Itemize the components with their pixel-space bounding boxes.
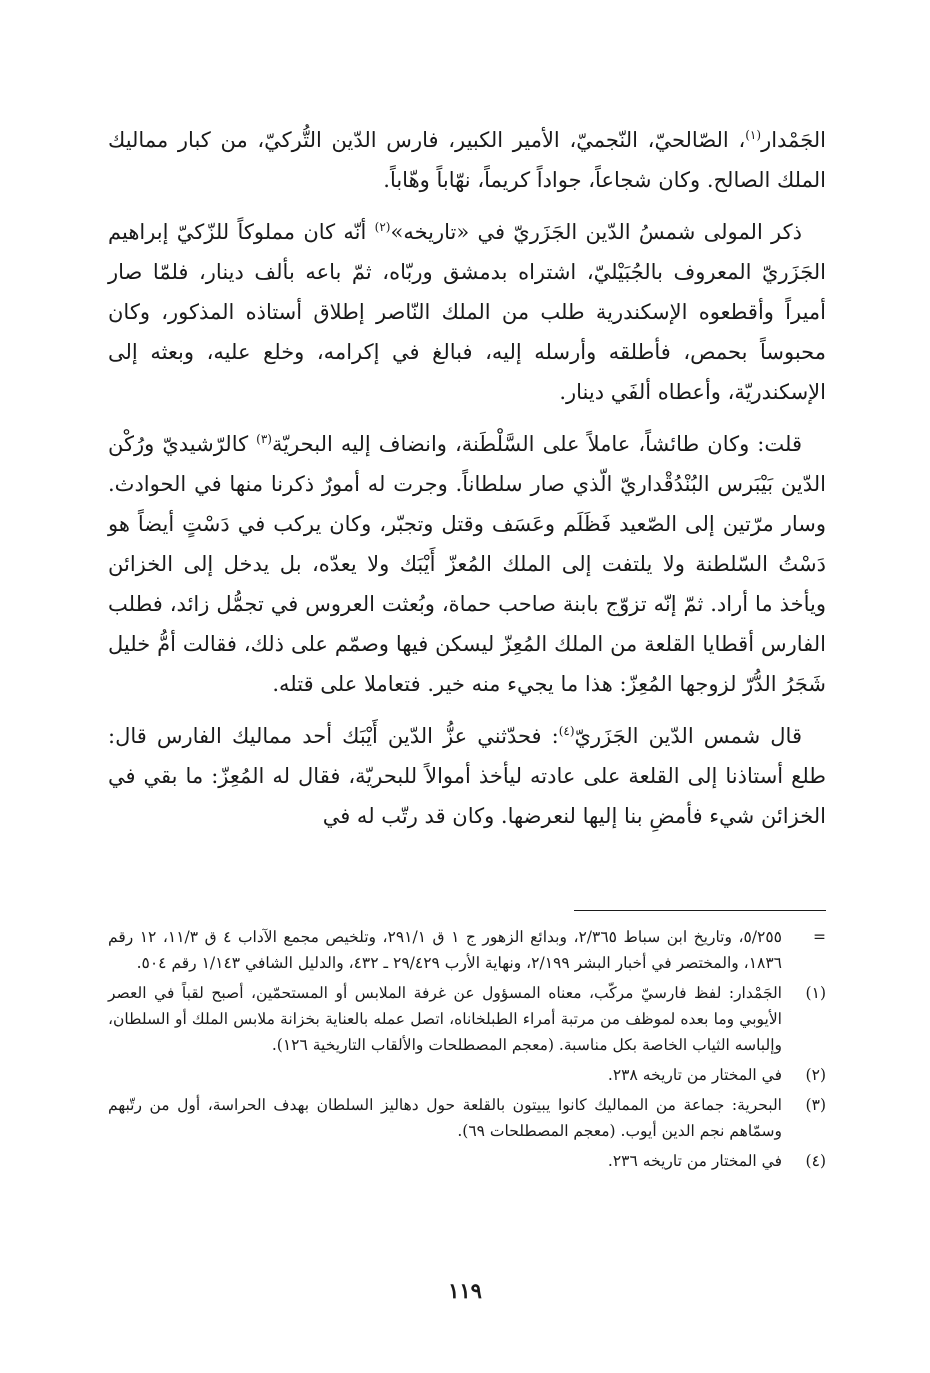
- paragraph-3-text-a: قلت: وكان طائشاً، عاملاً على السَّلْطَنة، وانضاف إليه البحريّة: [271, 432, 802, 456]
- paragraph-1-text-a: الجَمْدار: [761, 128, 826, 152]
- page-number: ١١٩: [448, 1278, 482, 1303]
- footnote-separator: [574, 910, 826, 911]
- paragraph-2: [108, 212, 826, 412]
- footnote-4: [108, 1148, 826, 1174]
- footnote-text: الجَمْدار: لفظ فارسيّ مركّب، معناه المسؤول عن غرفة الملابس أو المستحمّين، أصبح لقباً في العصر الأيوبي وما بعده لموظف من مرتبة أمراء الطبلخاناه، اتصل عمله بالعناية بخزانة ملابس الملك أو السلطان، وإلباسه الثياب الخاصة بكل مناسبة. (معجم المصطلحات والألقاب التاريخية ١٢٦).: [108, 984, 782, 1054]
- main-text: [108, 120, 826, 848]
- footnote-number: (٢): [805, 1066, 826, 1084]
- footnote-number: =: [813, 928, 826, 946]
- footnote-text: في المختار من تاريخه ٢٣٨.: [607, 1066, 782, 1084]
- footnote-number: (١): [805, 984, 826, 1002]
- footnote-1: [108, 980, 826, 1058]
- paragraph-3-text-b: كالرّشيديّ ورُكْن الدّين بَيْبَرس البُنْدُقْداريّ الّذي صار سلطاناً. وجرت له أمورٌ ذكرنا منها في الحوادث. وسار مرّتين إلى الصّعيد فَظَلَم وعَسَف وقتل وتجبّر، وكان يركب في دَسْتٍ أيضاً هو دَسْتُ السّلطنة ولا يلتفت إلى الملك المُعزّ أَيْبَك ولا يعدّه، بل يدخل إلى الخزائن ويأخذ ما أراد. ثمّ إنّه تزوّج بابنة صاحب حماة، وبُعثت العروس في تجمُّل زائد، فطلب الفارس أقطايا القلعة من الملك المُعِزّ ليسكن فيها وصمّم على ذلك، فقالت أمُّ خليل شَجَرُ الدُّرّ لزوجها المُعِزّ: هذا ما يجيء منه خير. فتعاملا على قتله.: [108, 432, 826, 696]
- paragraph-2-text-a: ذكر المولى شمسُ الدّين الجَزَريّ في «تاريخه»: [390, 220, 802, 244]
- footnote-ref-4: (٤): [558, 724, 575, 738]
- paragraph-3: [108, 424, 826, 704]
- paragraph-4-text-a: قال شمس الدّين الجَزَريّ: [574, 724, 802, 748]
- footnote-text: ٥/٢٥٥، وتاريخ ابن سباط ٢/٣٦٥، وبدائع الزهور ج ١ ق ٢٩١/١، وتلخيص مجمع الآداب ٤ ق ١١/٣، ١٢ رقم ١٨٣٦، والمختصر في أخبار البشر ٢/١٩٩، ونهاية الأرب ٢٩/٤٢٩ ـ ٤٣٢، والدليل الشافي ١/١٤٣ رقم ٥٠٤.: [108, 928, 782, 972]
- footnote-3: [108, 1092, 826, 1144]
- footnote-number: (٤): [805, 1152, 826, 1170]
- paragraph-1-text-b: ، الصّالحيّ، النّجميّ، الأمير الكبير، فارس الدّين التُّركيّ، من كبار مماليك الملك الصالح. وكان شجاعاً، جواداً كريماً، نهّاباً وهّاباً.: [108, 128, 826, 192]
- footnote-2: [108, 1062, 826, 1088]
- footnote-ref-1: (١): [745, 128, 762, 142]
- footnote-ref-2: (٢): [374, 220, 391, 234]
- footnotes: [108, 924, 826, 1178]
- paragraph-2-text-b: أنّه كان مملوكاً للزّكيّ إبراهيم الجَزَريّ المعروف بالجُبَيْليّ، اشتراه بدمشق وربّاه، ثمّ باعه بألف دينار، فلمّا صار أميراً وأقطعوه الإسكندرية طلب من الملك النّاصر إطلاق أستاذه المذكور، وكان محبوساً بحمص، فأطلقه وأرسله إليه، فبالغ في إكرامه، وخلع عليه، وبعثه إلى الإسكندريّة، وأعطاه ألفَي دينار.: [108, 220, 826, 404]
- footnote-continued: [108, 924, 826, 976]
- footnote-ref-3: (٣): [256, 432, 272, 446]
- paragraph-4-text-b: : فحدّثني عزُّ الدّين أَيْبَك أحد مماليك الفارس قال: طلع أستاذنا إلى القلعة على عادته ليأخذ أموالاً للبحريّة، فقال له المُعِزّ: ما بقي في الخزائن شيء فأمضِ بنا إليها لنعرضها. وكان قد رتّب له في: [108, 724, 826, 828]
- footnote-text: البحرية: جماعة من المماليك كانوا يبيتون بالقلعة حول دهاليز السلطان بهدف الحراسة، أول من رتّبهم وسمّاهم نجم الدين أيوب. (معجم المصطلحات ٦٩).: [108, 1096, 782, 1140]
- footnote-text: في المختار من تاريخه ٢٣٦.: [607, 1152, 782, 1170]
- footnote-number: (٣): [805, 1096, 826, 1114]
- paragraph-1: [108, 120, 826, 200]
- paragraph-4: [108, 716, 826, 836]
